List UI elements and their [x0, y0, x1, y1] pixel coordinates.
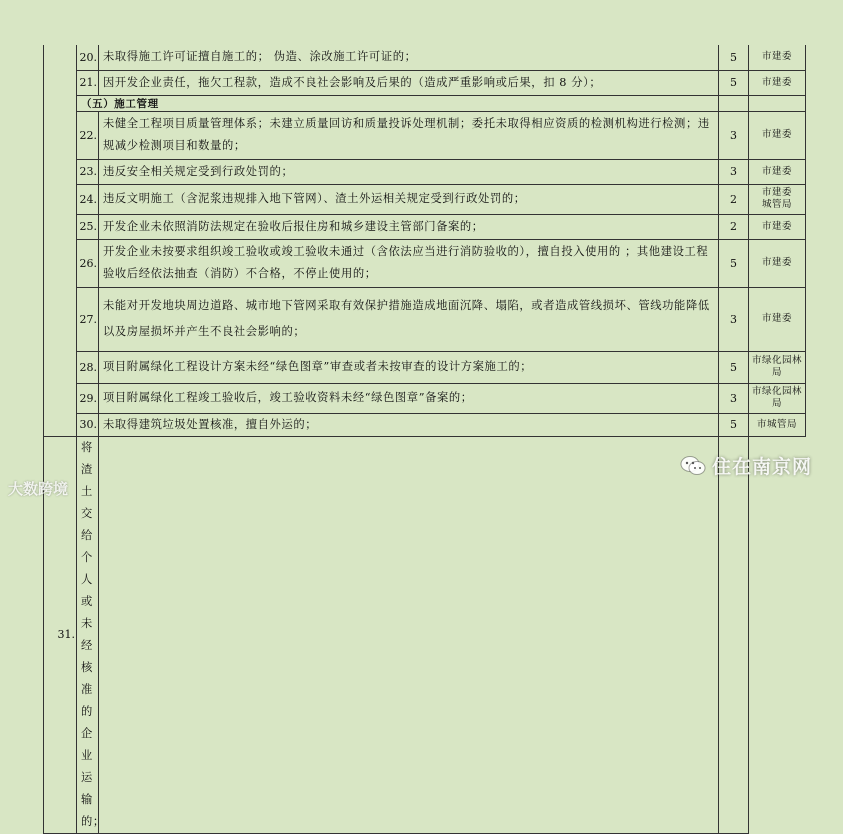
row-score: 3	[719, 159, 749, 184]
row-score	[99, 436, 719, 833]
row-text: 因开发企业责任，拖欠工程款，造成不良社会影响及后果的（造成严重影响或后果，扣 8 分）；	[99, 70, 719, 95]
row-score: 2	[719, 184, 749, 214]
row-dept: 市建委 城管局	[749, 184, 806, 214]
row-dept: 市城管局	[749, 413, 806, 436]
row-text: 未能对开发地块周边道路、城市地下管网采取有效保护措施造成地面沉降、塌陷，或者造成管线损坏、管线功能降低以及房屋损坏并产生不良社会影响的；	[99, 287, 719, 351]
penalty-table	[43, 45, 806, 834]
row-score: 5	[719, 413, 749, 436]
watermark-right-text: 住在南京网	[712, 456, 813, 478]
section-empty-score	[719, 95, 749, 111]
row-score: 3	[719, 383, 749, 413]
row-text: 开发企业未按要求组织竣工验收或竣工验收未通过（含依法应当进行消防验收的），擅自投入使用的 ；其他建设工程验收后经依法抽查（消防）不合格，不停止使用的；	[99, 239, 719, 287]
row-score: 2	[719, 214, 749, 239]
row-number: 24.	[77, 184, 99, 214]
row-dept: 市绿化园林局	[749, 383, 806, 413]
row-dept	[719, 436, 749, 833]
row-score: 5	[719, 45, 749, 70]
table-row	[44, 214, 806, 239]
category-cell	[44, 45, 77, 436]
watermark-left	[8, 478, 68, 499]
regulation-table-page	[43, 45, 805, 834]
table-row	[44, 111, 806, 159]
table-row	[44, 413, 806, 436]
row-text: 未健全工程项目质量管理体系；未建立质量回访和质量投诉处理机制；委托未取得相应资质的检测机构进行检测；违规减少检测项目和数量的；	[99, 111, 719, 159]
row-text: 未取得建筑垃圾处置核准，擅自外运的；	[99, 413, 719, 436]
row-dept: 市建委	[749, 239, 806, 287]
row-number: 30.	[77, 413, 99, 436]
table-row	[44, 383, 806, 413]
table-row	[44, 159, 806, 184]
wechat-icon	[680, 455, 706, 477]
row-number: 31.	[44, 436, 77, 833]
row-dept: 市建委	[749, 70, 806, 95]
section-empty-dept	[749, 95, 806, 111]
row-text: 违反文明施工（含泥浆违规排入地下管网）、渣土外运相关规定受到行政处罚的；	[99, 184, 719, 214]
row-number: 27.	[77, 287, 99, 351]
row-score: 5	[719, 239, 749, 287]
row-dept: 市建委	[749, 45, 806, 70]
row-number: 21.	[77, 70, 99, 95]
row-dept: 市建委	[749, 214, 806, 239]
row-score: 5	[719, 351, 749, 383]
row-number: 26.	[77, 239, 99, 287]
row-number: 29.	[77, 383, 99, 413]
table-row	[44, 184, 806, 214]
section-heading: （五）施工管理	[77, 95, 719, 111]
row-dept: 市建委	[749, 111, 806, 159]
table-row	[44, 287, 806, 351]
section-row	[44, 95, 806, 111]
row-dept: 市绿化园林局	[749, 351, 806, 383]
row-text: 将渣土交给个人或未经核准的企业运输的；	[77, 436, 99, 833]
row-dept: 市建委	[749, 287, 806, 351]
row-score: 3	[719, 111, 749, 159]
watermark-right	[680, 452, 812, 479]
row-score: 5	[719, 70, 749, 95]
row-number: 20.	[77, 45, 99, 70]
table-row	[44, 436, 806, 833]
table-row	[44, 351, 806, 383]
row-number: 25.	[77, 214, 99, 239]
table-row	[44, 239, 806, 287]
watermark-left-text: 大数跨境	[8, 480, 69, 498]
row-score: 3	[719, 287, 749, 351]
row-dept: 市建委	[749, 159, 806, 184]
row-text: 开发企业未依照消防法规定在验收后报住房和城乡建设主管部门备案的；	[99, 214, 719, 239]
row-number: 22.	[77, 111, 99, 159]
row-text: 未取得施工许可证擅自施工的； 伪造、涂改施工许可证的；	[99, 45, 719, 70]
row-text: 项目附属绿化工程竣工验收后，竣工验收资料未经“绿色图章”备案的；	[99, 383, 719, 413]
row-text: 项目附属绿化工程设计方案未经“绿色图章”审查或者未按审查的设计方案施工的；	[99, 351, 719, 383]
table-row	[44, 70, 806, 95]
row-text: 违反安全相关规定受到行政处罚的；	[99, 159, 719, 184]
table-row	[44, 45, 806, 70]
row-number: 23.	[77, 159, 99, 184]
row-number: 28.	[77, 351, 99, 383]
